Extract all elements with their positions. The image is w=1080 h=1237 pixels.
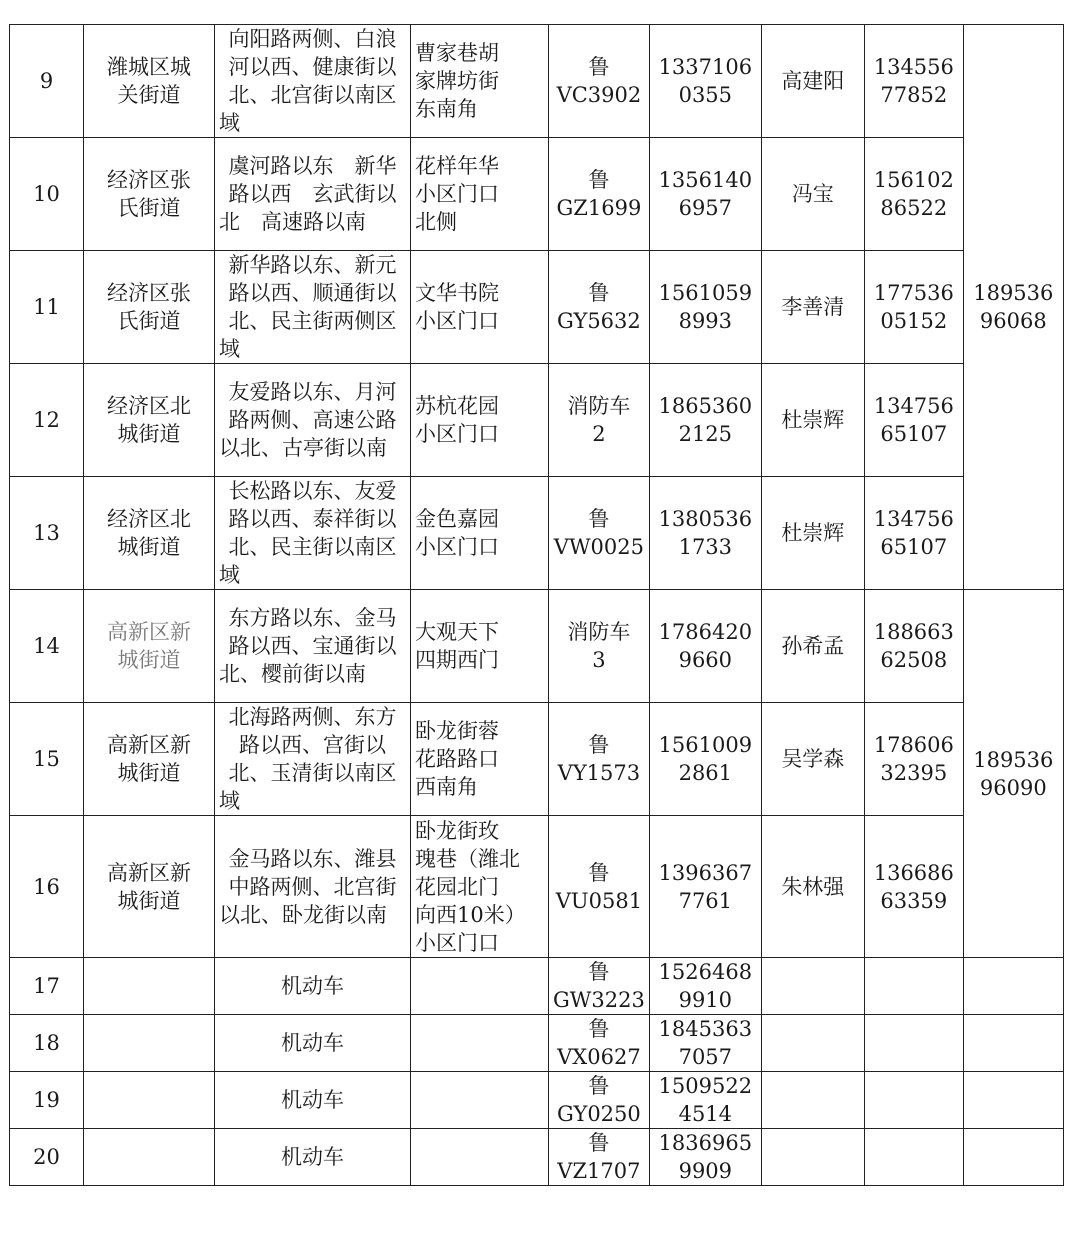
contact-cell: [761, 958, 864, 1015]
contact-phone-cell: 134556 77852: [864, 25, 963, 138]
table-row: [10, 816, 1064, 958]
street-cell: [84, 1015, 215, 1072]
row-number: 19: [10, 1072, 84, 1129]
plate-cell: 鲁 VW0025: [549, 477, 650, 590]
contact-phone-cell: 134756 65107: [864, 477, 963, 590]
contact-cell: [761, 1015, 864, 1072]
table-row: [10, 703, 1064, 816]
table-row: [10, 1015, 1064, 1072]
plate-cell: 鲁 VX0627: [549, 1015, 650, 1072]
location-cell: 金色嘉园 小区门口: [411, 477, 549, 590]
plate-cell: 鲁 GW3223: [549, 958, 650, 1015]
area-cell: 机动车: [215, 1072, 411, 1129]
street-cell: [84, 1072, 215, 1129]
table-row: [10, 477, 1064, 590]
contact-phone-cell: 177536 05152: [864, 251, 963, 364]
plate-cell: 消防车 3: [549, 590, 650, 703]
phone-cell: 1356140 6957: [649, 138, 761, 251]
contact-phone-cell: 134756 65107: [864, 364, 963, 477]
table-row: [10, 958, 1064, 1015]
contact-cell: [761, 1129, 864, 1186]
plate-cell: 鲁 VZ1707: [549, 1129, 650, 1186]
location-cell: [411, 1129, 549, 1186]
contact-cell: 高建阳: [761, 25, 864, 138]
location-cell: 大观天下 四期西门: [411, 590, 549, 703]
table-row: [10, 1072, 1064, 1129]
row-number: 17: [10, 958, 84, 1015]
location-cell: 卧龙街蓉 花路路口 西南角: [411, 703, 549, 816]
row-number: 12: [10, 364, 84, 477]
plate-cell: 鲁 GY0250: [549, 1072, 650, 1129]
supervisor-phone-cell: 189536 96090: [963, 590, 1063, 958]
table-row: [10, 1129, 1064, 1186]
contact-cell: 杜崇辉: [761, 364, 864, 477]
plate-cell: 消防车 2: [549, 364, 650, 477]
table-row: [10, 590, 1064, 703]
contact-cell: 李善清: [761, 251, 864, 364]
location-cell: [411, 1015, 549, 1072]
area-cell: 机动车: [215, 1015, 411, 1072]
contact-phone-cell: 178606 32395: [864, 703, 963, 816]
area-cell: 向阳路两侧、白浪河以西、健康街以北、北宫街以南区域: [215, 25, 411, 138]
row-number: 14: [10, 590, 84, 703]
street-cell: 经济区张 氏街道: [84, 251, 215, 364]
contact-phone-cell: 188663 62508: [864, 590, 963, 703]
table-row: [10, 138, 1064, 251]
phone-cell: 1865360 2125: [649, 364, 761, 477]
area-cell: 机动车: [215, 1129, 411, 1186]
street-cell: 经济区北 城街道: [84, 477, 215, 590]
street-cell: 经济区张 氏街道: [84, 138, 215, 251]
supervisor-phone-cell: [963, 1129, 1063, 1186]
location-cell: 花样年华 小区门口 北侧: [411, 138, 549, 251]
row-number: 20: [10, 1129, 84, 1186]
row-number: 15: [10, 703, 84, 816]
vehicle-assignment-table: [9, 24, 1064, 1186]
contact-phone-cell: [864, 1072, 963, 1129]
plate-cell: 鲁 GY5632: [549, 251, 650, 364]
area-cell: 金马路以东、潍县中路两侧、北宫街以北、卧龙街以南: [215, 816, 411, 958]
contact-cell: 朱林强: [761, 816, 864, 958]
table-row: [10, 251, 1064, 364]
row-number: 13: [10, 477, 84, 590]
area-cell: 机动车: [215, 958, 411, 1015]
location-cell: [411, 958, 549, 1015]
row-number: 18: [10, 1015, 84, 1072]
phone-cell: 1561059 8993: [649, 251, 761, 364]
street-cell: [84, 958, 215, 1015]
contact-phone-cell: [864, 1129, 963, 1186]
location-cell: 文华书院 小区门口: [411, 251, 549, 364]
plate-cell: 鲁 VC3902: [549, 25, 650, 138]
location-cell: 卧龙街玫 瑰巷（潍北 花园北门 向西10米） 小区门口: [411, 816, 549, 958]
supervisor-phone-cell: 189536 96068: [963, 25, 1063, 590]
street-cell: 高新区新 城街道: [84, 703, 215, 816]
area-cell: 友爱路以东、月河路两侧、高速公路以北、古亭街以南: [215, 364, 411, 477]
contact-phone-cell: 136686 63359: [864, 816, 963, 958]
supervisor-phone-cell: [963, 1015, 1063, 1072]
contact-phone-cell: [864, 958, 963, 1015]
table-row: [10, 25, 1064, 138]
contact-phone-cell: 156102 86522: [864, 138, 963, 251]
phone-cell: 1836965 9909: [649, 1129, 761, 1186]
plate-cell: 鲁 VU0581: [549, 816, 650, 958]
row-number: 11: [10, 251, 84, 364]
row-number: 16: [10, 816, 84, 958]
phone-cell: 1526468 9910: [649, 958, 761, 1015]
street-cell: 高新区新 城街道: [84, 816, 215, 958]
row-number: 9: [10, 25, 84, 138]
street-cell: 高新区新 城街道: [84, 590, 215, 703]
contact-cell: 吴学森: [761, 703, 864, 816]
contact-cell: 冯宝: [761, 138, 864, 251]
phone-cell: 1380536 1733: [649, 477, 761, 590]
area-cell: 东方路以东、金马路以西、宝通街以北、樱前街以南: [215, 590, 411, 703]
area-cell: 虞河路以东 新华路以西 玄武街以北 高速路以南: [215, 138, 411, 251]
table-row: [10, 364, 1064, 477]
contact-phone-cell: [864, 1015, 963, 1072]
contact-cell: [761, 1072, 864, 1129]
location-cell: 苏杭花园 小区门口: [411, 364, 549, 477]
row-number: 10: [10, 138, 84, 251]
street-cell: 潍城区城 关街道: [84, 25, 215, 138]
area-cell: 长松路以东、友爱路以西、泰祥街以北、民主街以南区域: [215, 477, 411, 590]
phone-cell: 1337106 0355: [649, 25, 761, 138]
supervisor-phone-cell: [963, 958, 1063, 1015]
plate-cell: 鲁 VY1573: [549, 703, 650, 816]
phone-cell: 1845363 7057: [649, 1015, 761, 1072]
area-cell: 北海路两侧、东方路以西、宫街以北、玉清街以南区域: [215, 703, 411, 816]
phone-cell: 1396367 7761: [649, 816, 761, 958]
plate-cell: 鲁 GZ1699: [549, 138, 650, 251]
street-cell: [84, 1129, 215, 1186]
phone-cell: 1561009 2861: [649, 703, 761, 816]
supervisor-phone-cell: [963, 1072, 1063, 1129]
location-cell: [411, 1072, 549, 1129]
location-cell: 曹家巷胡 家牌坊街 东南角: [411, 25, 549, 138]
phone-cell: 1786420 9660: [649, 590, 761, 703]
contact-cell: 孙希孟: [761, 590, 864, 703]
contact-cell: 杜崇辉: [761, 477, 864, 590]
phone-cell: 1509522 4514: [649, 1072, 761, 1129]
area-cell: 新华路以东、新元路以西、顺通街以北、民主街两侧区域: [215, 251, 411, 364]
street-cell: 经济区北 城街道: [84, 364, 215, 477]
